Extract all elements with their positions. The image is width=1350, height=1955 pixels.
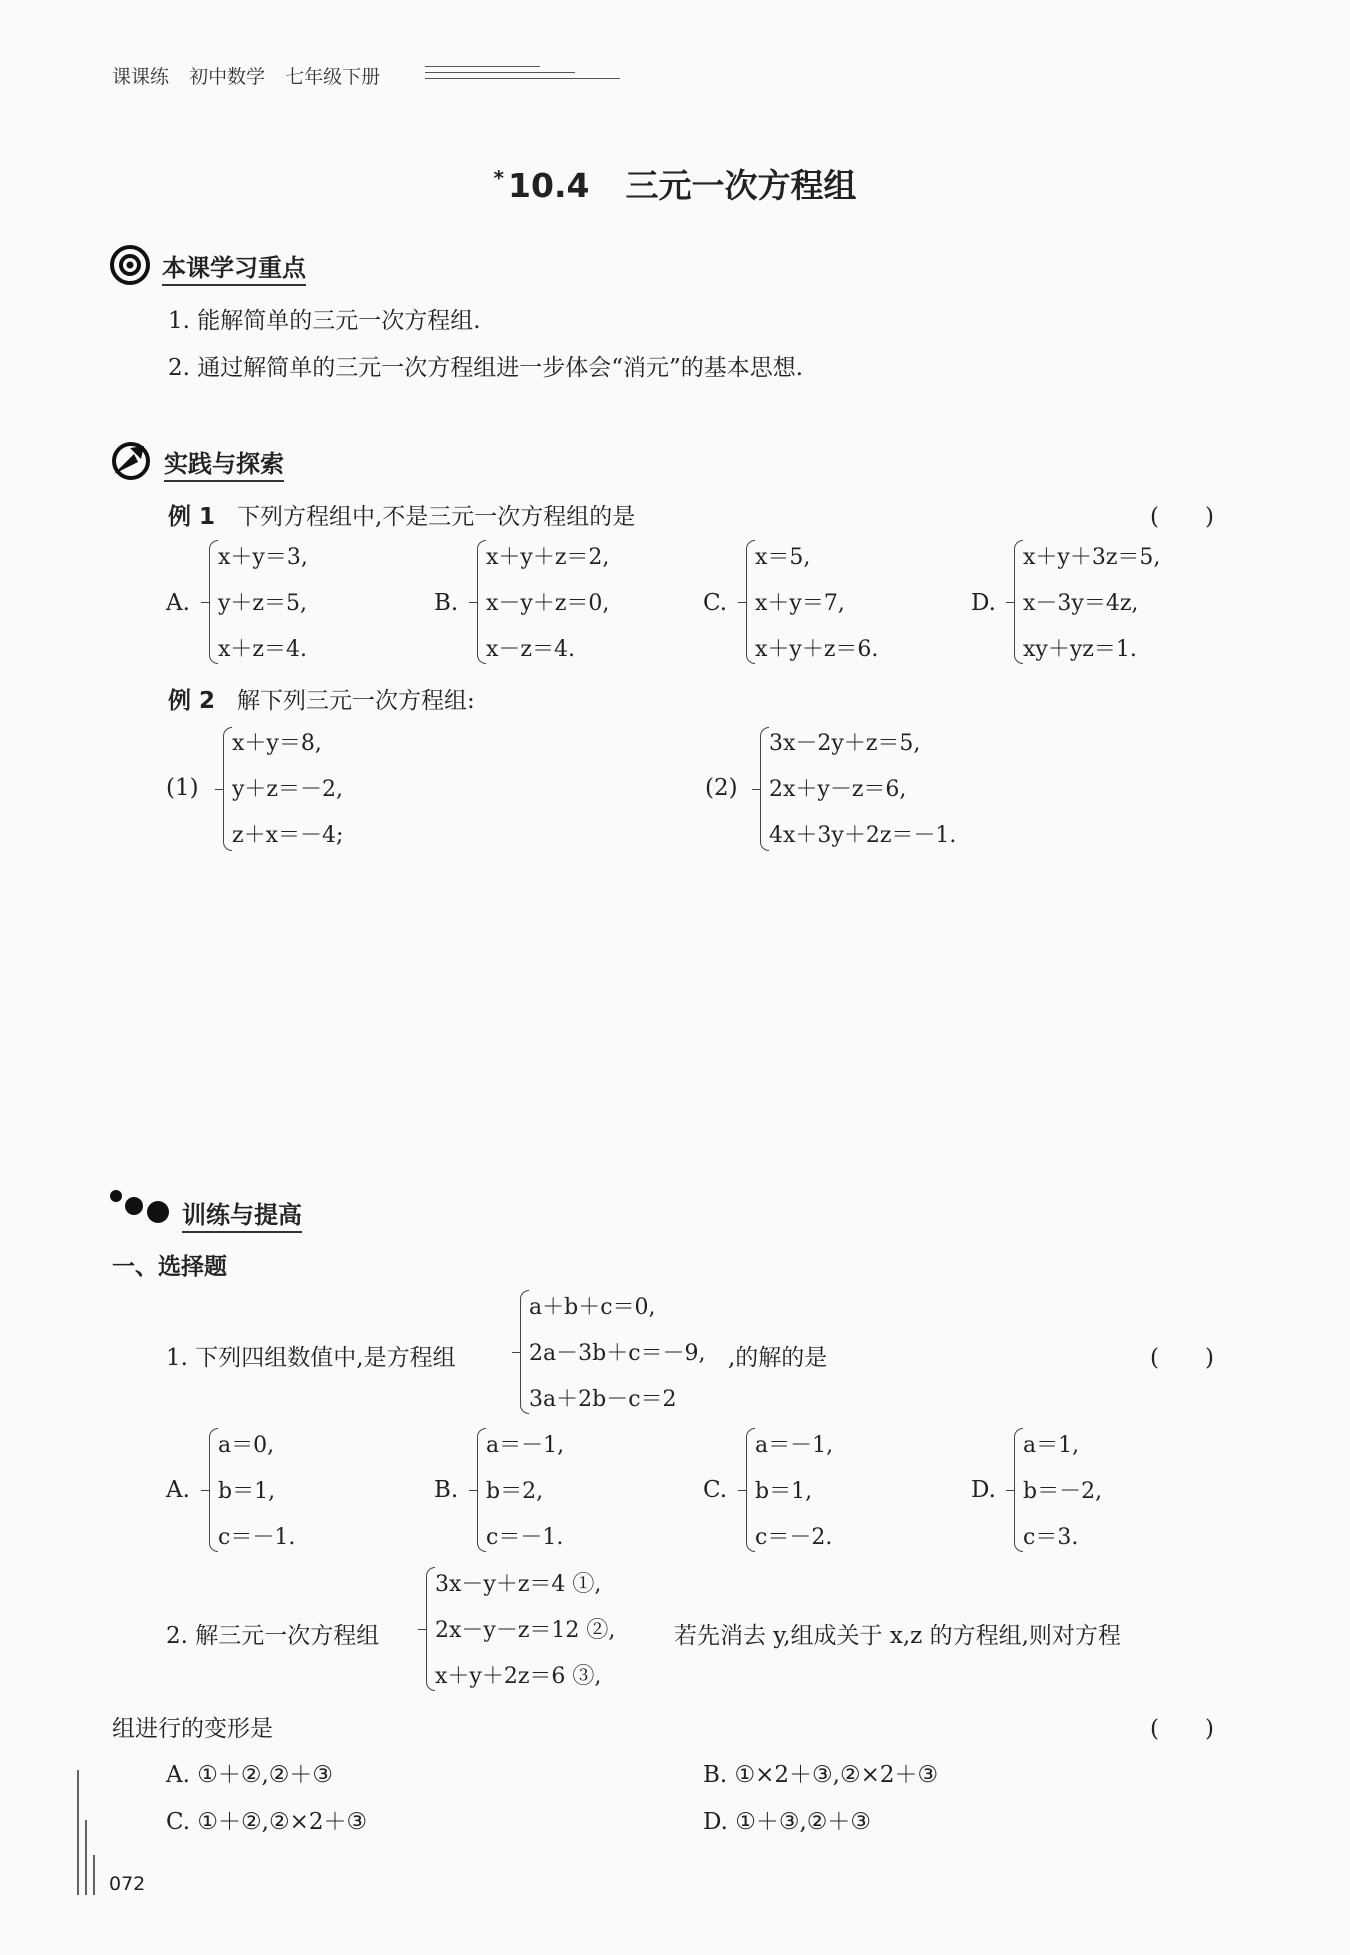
equation: x＋y＋2z＝6 ③, — [435, 1664, 602, 1689]
equation: a＝0, — [218, 1433, 275, 1458]
equation: 4x＋3y＋2z＝－1. — [769, 823, 957, 848]
equation: c＝3. — [1023, 1525, 1079, 1550]
q1-option-d[interactable] — [1023, 1423, 1102, 1561]
question-1-system — [529, 1285, 706, 1423]
equation: a＋b＋c＝0, — [529, 1295, 656, 1320]
q2-option-c[interactable]: C. ①＋②,②×2＋③ — [166, 1809, 368, 1835]
target-icon — [110, 245, 150, 285]
header-rule-1 — [425, 66, 540, 67]
equation: y＋z＝－2, — [232, 777, 344, 802]
equation: x＝5, — [755, 545, 811, 570]
question-2-line2: 组进行的变形是 — [112, 1716, 273, 1742]
equation: z＋x＝－4; — [232, 823, 344, 848]
brace — [746, 540, 755, 664]
equation: b＝－2, — [1023, 1479, 1103, 1504]
q1-option-c[interactable] — [755, 1423, 833, 1561]
example-2-text: 解下列三元一次方程组: — [236, 688, 475, 714]
question-1-pre: 1. 下列四组数值中,是方程组 — [166, 1345, 456, 1371]
equation: 3a＋2b－c＝2 — [529, 1387, 677, 1412]
equation: a＝－1, — [755, 1433, 834, 1458]
explore-heading: 实践与探索 — [164, 444, 284, 482]
brace — [223, 727, 232, 851]
page-number: 072 — [109, 1873, 146, 1895]
ex1-option-b[interactable] — [486, 535, 609, 673]
answer-paren-ex1[interactable]: ( ) — [1150, 504, 1214, 530]
dots-icon — [108, 1188, 174, 1224]
ex1-option-d-label: D. — [971, 590, 996, 616]
brace — [1014, 540, 1023, 664]
equation: b＝1, — [218, 1479, 276, 1504]
example-1-label: 例 1 — [168, 504, 216, 530]
equation: a＝－1, — [486, 1433, 565, 1458]
question-1-post: ,的解的是 — [728, 1345, 828, 1371]
title-number: 10.4 — [508, 166, 590, 205]
equation: b＝1, — [755, 1479, 813, 1504]
ex2-system-2-label: (2) — [705, 775, 738, 801]
equation: x－y＋z＝0, — [486, 591, 610, 616]
example-1 — [168, 498, 635, 531]
q1-option-c-label: C. — [703, 1477, 728, 1503]
example-1-text: 下列方程组中,不是三元一次方程组的是 — [236, 504, 636, 530]
brace — [520, 1290, 529, 1414]
equation: c＝－2. — [755, 1525, 833, 1550]
brace — [426, 1567, 435, 1691]
explore-icon — [110, 440, 152, 482]
q2-option-d[interactable]: D. ①＋③,②＋③ — [703, 1809, 872, 1835]
brace — [209, 540, 218, 664]
brace — [477, 1428, 486, 1552]
section-title — [0, 160, 1350, 207]
header-grade: 七年级下册 — [285, 66, 381, 88]
focus-item-2: 2. 通过解简单的三元一次方程组进一步体会“消元”的基本思想. — [168, 355, 804, 381]
title-text: 三元一次方程组 — [625, 166, 857, 205]
ex2-system-1-label: (1) — [166, 775, 199, 801]
equation: 3x－2y＋z＝5, — [769, 731, 921, 756]
ex1-option-a[interactable] — [218, 535, 308, 673]
ex1-option-c[interactable] — [755, 535, 878, 673]
equation: x＋y＋z＝6. — [755, 637, 879, 662]
running-header — [112, 62, 380, 89]
header-rule-2 — [425, 72, 575, 73]
part-heading: 一、选择题 — [112, 1254, 227, 1280]
ex2-system-2 — [769, 721, 956, 859]
q2-option-b[interactable]: B. ①×2＋③,②×2＋③ — [703, 1762, 939, 1788]
ex1-option-d[interactable] — [1023, 535, 1160, 673]
equation: c＝－1. — [218, 1525, 296, 1550]
title-star: * — [493, 166, 505, 190]
margin-lines — [76, 1770, 98, 1895]
header-book: 课课练 — [112, 66, 170, 88]
equation: x＋y＋z＝2, — [486, 545, 610, 570]
equation: 3x－y＋z＝4 ①, — [435, 1572, 602, 1597]
focus-heading: 本课学习重点 — [162, 248, 306, 286]
equation: x－z＝4. — [486, 637, 575, 662]
equation: x＋y＝8, — [232, 731, 322, 756]
header-rule-3 — [425, 78, 620, 79]
q1-option-d-label: D. — [971, 1477, 996, 1503]
equation: xy＋yz＝1. — [1023, 637, 1137, 662]
ex1-option-c-label: C. — [703, 590, 728, 616]
answer-paren-q2[interactable]: ( ) — [1150, 1716, 1214, 1742]
q1-option-a-label: A. — [166, 1477, 190, 1503]
brace — [477, 540, 486, 664]
brace — [746, 1428, 755, 1552]
brace — [209, 1428, 218, 1552]
ex2-system-1 — [232, 721, 343, 859]
equation: y＋z＝5, — [218, 591, 308, 616]
equation: x＋y＝3, — [218, 545, 308, 570]
brace — [760, 727, 769, 851]
equation: b＝2, — [486, 1479, 544, 1504]
focus-item-1: 1. 能解简单的三元一次方程组. — [168, 308, 481, 334]
ex1-option-a-label: A. — [166, 590, 190, 616]
question-2-system — [435, 1562, 615, 1700]
q1-option-a[interactable] — [218, 1423, 295, 1561]
question-2-post: 若先消去 y,组成关于 x,z 的方程组,则对方程 — [674, 1623, 1121, 1649]
training-heading: 训练与提高 — [182, 1195, 302, 1233]
answer-paren-q1[interactable]: ( ) — [1150, 1345, 1214, 1371]
example-2 — [168, 682, 475, 715]
equation: c＝－1. — [486, 1525, 564, 1550]
equation: 2a－3b＋c＝－9, — [529, 1341, 706, 1366]
brace — [1014, 1428, 1023, 1552]
equation: 2x＋y－z＝6, — [769, 777, 907, 802]
ex1-option-b-label: B. — [434, 590, 459, 616]
equation: x＋y＋3z＝5, — [1023, 545, 1161, 570]
equation: x－3y＝4z, — [1023, 591, 1139, 616]
example-2-label: 例 2 — [168, 688, 216, 714]
question-2-pre: 2. 解三元一次方程组 — [166, 1623, 380, 1649]
equation: x＋y＝7, — [755, 591, 845, 616]
q1-option-b-label: B. — [434, 1477, 459, 1503]
equation: x＋z＝4. — [218, 637, 307, 662]
q1-option-b[interactable] — [486, 1423, 564, 1561]
equation: a＝1, — [1023, 1433, 1080, 1458]
header-subject: 初中数学 — [189, 66, 266, 88]
q2-option-a[interactable]: A. ①＋②,②＋③ — [166, 1762, 334, 1788]
equation: 2x－y－z＝12 ②, — [435, 1618, 616, 1643]
